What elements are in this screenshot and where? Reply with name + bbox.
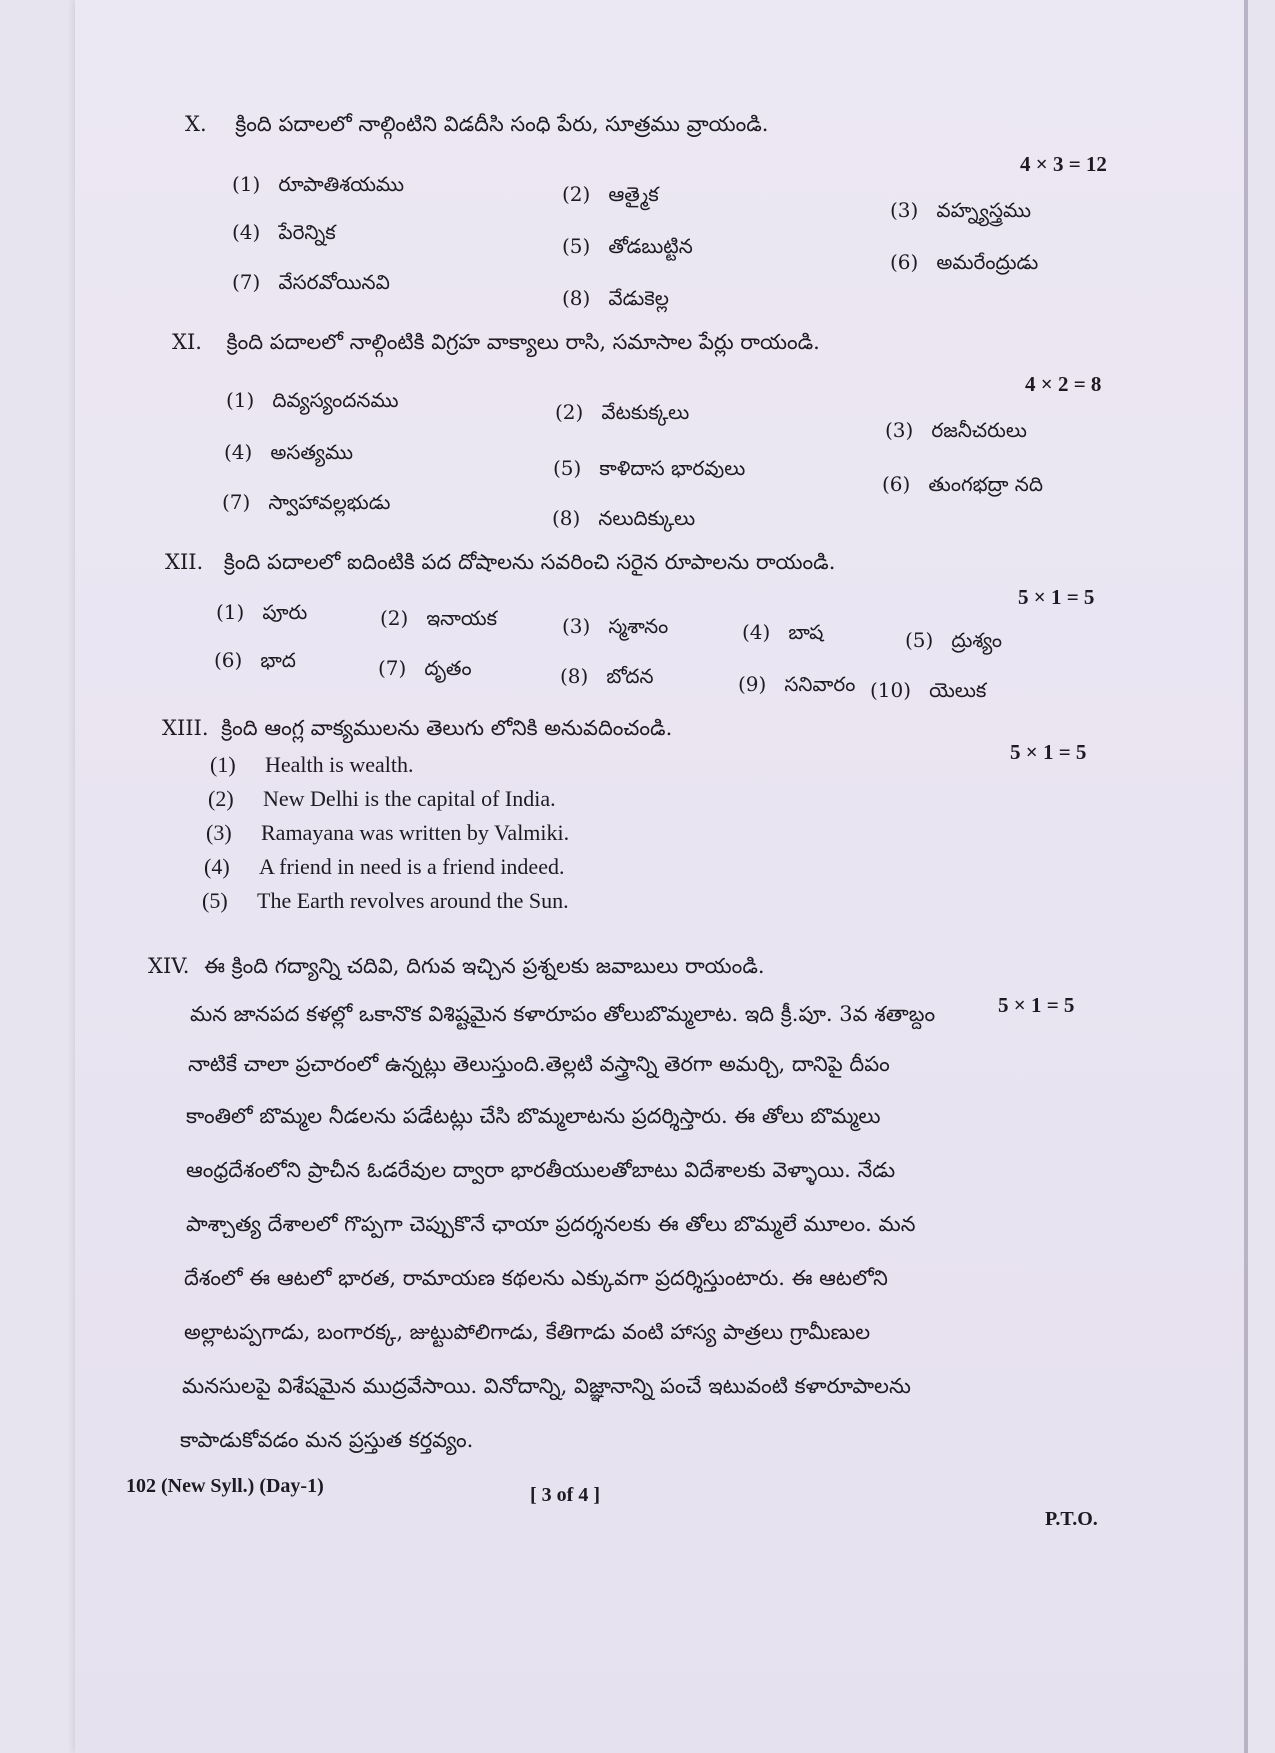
option-item: (2) వేటకుక్కలు: [555, 400, 690, 424]
option-item: (8) బోదన: [560, 664, 654, 688]
question-13: [162, 716, 672, 746]
option-item: (2) ఇనాయక: [380, 606, 498, 630]
option-item: (4) అసత్యము: [224, 440, 354, 464]
option-item: (3) వహ్న్యస్త్రము: [890, 198, 1032, 222]
option-item: (6) తుంగభద్రా నది: [882, 472, 1043, 496]
sentence-item: (1) Health is wealth.: [210, 752, 414, 777]
question-number: XIV.: [148, 954, 190, 978]
option-item: (8) వేడుకెల్ల: [562, 286, 669, 310]
option-item: (1) రూపాతిశయము: [232, 172, 405, 196]
question-text: క్రింది పదాలలో నాల్గింటిని విడదీసి సంధి పేరు, సూత్రము వ్రాయండి.: [235, 112, 769, 136]
option-item: (2) ఆత్మైక: [562, 182, 659, 206]
option-item: (1) దివ్యస్యందనము: [226, 388, 399, 412]
question-number: XIII.: [162, 716, 209, 740]
passage-line: కాపాడుకోవడం మన ప్రస్తుత కర్తవ్యం.: [180, 1428, 474, 1452]
option-item: (1) పూరు: [216, 600, 308, 624]
option-item: (5) ద్రుశ్యం: [905, 628, 1003, 652]
option-item: (4) పేరెన్నిక: [232, 220, 336, 244]
question-marks: 5 × 1 = 5: [998, 993, 1075, 1017]
option-item: (4) బాష: [742, 620, 824, 644]
passage-line: అల్లాటప్పగాడు, బంగారక్క, జుట్టుపోలిగాడు, కేతిగాడు వంటి హాస్య పాత్రలు గ్రామీణుల: [184, 1320, 871, 1344]
option-item: (3) రజనీచరులు: [885, 418, 1027, 442]
option-item: (8) నలుదిక్కులు: [552, 506, 696, 530]
paper-code: 102 (New Syll.) (Day-1): [126, 1475, 324, 1497]
option-item: (5) తోడబుట్టిన: [562, 234, 693, 258]
option-item: (3) స్మశానం: [562, 614, 669, 638]
page-number: [ 3 of 4 ]: [530, 1484, 600, 1506]
passage-line: నాటికే చాలా ప్రచారంలో ఉన్నట్లు తెలుస్తుంది.తెల్లటి వస్త్రాన్ని తెరగా అమర్చి, దానిపై దీపం: [188, 1052, 890, 1076]
passage-line: పాశ్చాత్య దేశాలలో గొప్పగా చెప్పుకొనే ఛాయా ప్రదర్శనలకు ఈ తోలు బొమ్మలే మూలం. మన: [186, 1212, 916, 1236]
question-text: ఈ క్రింది గద్యాన్ని చదివి, దిగువ ఇచ్చిన ప్రశ్నలకు జవాబులు రాయండి.: [204, 954, 765, 978]
option-item: (7) దృతం: [378, 656, 472, 680]
sentence-item: (4) A friend in need is a friend indeed.: [204, 854, 565, 879]
question-number: XI.: [172, 330, 202, 354]
question-11: [172, 330, 820, 360]
question-10: [185, 112, 768, 142]
sentence-item: (3) Ramayana was written by Valmiki.: [206, 820, 570, 845]
passage-line: మనసులపై విశేషమైన ముద్రవేసాయి. వినోదాన్ని, విజ్ఞానాన్ని పంచే ఇటువంటి కళారూపాలను: [182, 1374, 911, 1398]
question-marks: 4 × 3 = 12: [1020, 152, 1107, 176]
pto-label: P.T.O.: [1045, 1508, 1098, 1530]
question-12: [165, 550, 835, 580]
question-number: XII.: [165, 550, 204, 574]
question-marks: 5 × 1 = 5: [1010, 740, 1087, 764]
question-text: క్రింది పదాలలో నాల్గింటికి విగ్రహ వాక్యాలు రాసి, సమాసాల పేర్లు రాయండి.: [226, 330, 820, 354]
question-marks: 5 × 1 = 5: [1018, 585, 1095, 609]
sentence-item: (2) New Delhi is the capital of India.: [208, 786, 556, 811]
option-item: (6) అమరేంద్రుడు: [890, 250, 1039, 274]
question-14: [148, 954, 765, 984]
passage-line: మన జానపద కళల్లో ఒకానొక విశిష్టమైన కళారూపం తోలుబొమ్మలాట. ఇది క్రీ.పూ. 3వ శతాబ్దం: [190, 1002, 936, 1026]
option-item: (10) యెలుక: [870, 678, 987, 702]
option-item: (7) స్వాహావల్లభుడు: [222, 490, 391, 514]
option-item: (5) కాళిదాస భారవులు: [553, 456, 746, 480]
question-number: X.: [185, 112, 207, 136]
passage-line: ఆంధ్రదేశంలోని ప్రాచీన ఓడరేవుల ద్వారా భారతీయులతోబాటు విదేశాలకు వెళ్ళాయి. నేడు: [186, 1158, 896, 1182]
question-text: క్రింది ఆంగ్ల వాక్యములను తెలుగు లోనికి అనువదించండి.: [221, 716, 673, 740]
option-item: (6) భాద: [214, 648, 296, 672]
option-item: (7) వేసరవోయినవి: [232, 270, 390, 294]
sentence-item: (5) The Earth revolves around the Sun.: [202, 888, 569, 913]
option-item: (9) సనివారం: [738, 672, 856, 696]
question-text: క్రింది పదాలలో ఐదింటికి పద దోషాలను సవరించి సరైన రూపాలను రాయండి.: [223, 550, 836, 574]
question-marks: 4 × 2 = 8: [1025, 372, 1102, 396]
passage-line: కాంతిలో బొమ్మల నీడలను పడేటట్లు చేసి బొమ్మలాటను ప్రదర్శిస్తారు. ఈ తోలు బొమ్మలు: [186, 1104, 881, 1128]
page-edge: [1244, 0, 1248, 1753]
passage-line: దేశంలో ఈ ఆటలో భారత, రామాయణ కథలను ఎక్కువగా ప్రదర్శిస్తుంటారు. ఈ ఆటలోని: [184, 1266, 888, 1290]
